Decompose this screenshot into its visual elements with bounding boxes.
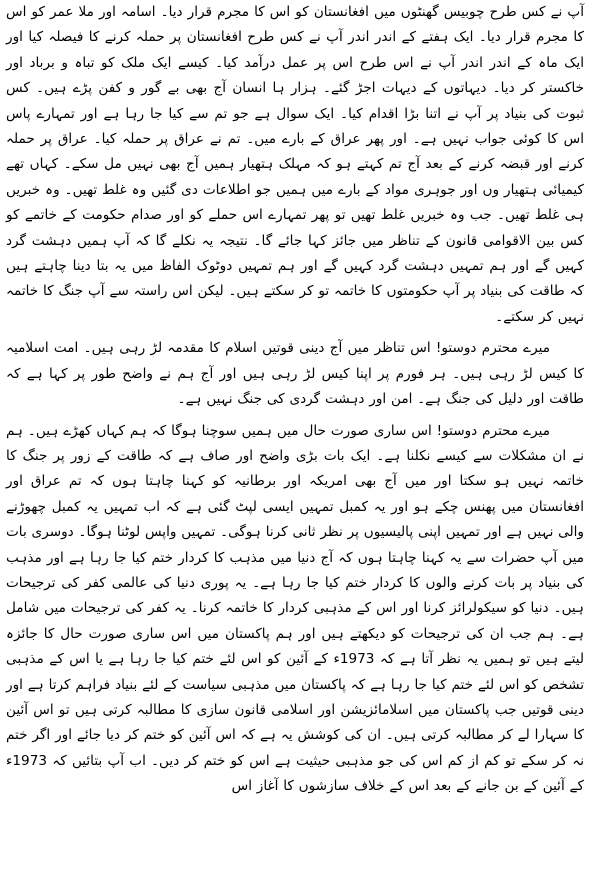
- paragraph-1: آپ نے کس طرح چوبیس گھنٹوں میں افغانستان کو اس کا مجرم قرار دیا۔ اسامہ اور ملا عمر کو اس کا مجرم قرار دیا۔ ایک ہفتے کے اندر اندر آپ نے کس طرح افغانستان پر حملہ کرنے کا فیصلہ کیا اور ایک ماہ کے اندر اندر آپ نے اس طرح اس پر عمل درآمد کیا۔ کیسے ایک ملک کو تباہ و برباد اور خاکستر کر دیا۔ دیہاتوں کے دیہات اجڑ گئے۔ ہزار ہا انسان آج بھی بے گور و کفن پڑے ہیں۔ کس ثبوت کی بنیاد پر آپ نے اتنا بڑا اقدام کیا۔ ایک سوال ہے جو تم سے کیا جا رہا ہے اور تمہارے پاس اس کا کوئی جواب نہیں ہے۔ اور پھر عراق کے بارے میں۔ تم نے عراق پر حملہ کیا۔ عراق پر حملہ کرنے اور قبضہ کرنے کے بعد آج تم کہتے ہو کہ مہلک ہتھیار ہمیں آج بھی نہیں مل سکے۔ کہاں تھے کیمیائی ہتھیار وں اور جوہری مواد کے بارے میں ہمیں جو اطلاعات دی گئیں وہ غلط تھیں۔ وہ خبریں ہی غلط تھیں۔ جب وہ خبریں غلط تھیں تو پھر تمہارے اس حملے کو اور صدام حکومت کے خاتمے کو کس بین الاقوامی قانون کے تناظر میں جائز کہا جائے گا۔ نتیجہ یہ نکلے گا کہ آپ ہمیں دہشت گرد کہیں گے اور ہم تمہیں دہشت گرد کہیں گے اور ہم تمہیں دوٹوک الفاظ میں یہ بتا دینا چاہتے ہیں کہ طاقت کی بنیاد پر آپ حکومتوں کا خاتمہ تو کر سکتے ہیں۔ لیکن اس راستہ سے آپ جنگ کا خاتمہ نہیں کر سکتے۔: [6, 4, 584, 325]
- paragraph-3: میرے محترم دوستو! اس ساری صورت حال میں ہمیں سوچنا ہوگا کہ ہم کہاں کھڑے ہیں۔ ہم نے ان مشکلات سے کیسے نکلنا ہے۔ ایک بات بڑی واضح اور صاف ہے کہ طاقت کے زور پر جنگ کا خاتمہ نہیں ہو سکتا اور میں آج بھی امریکہ اور برطانیہ کو کہنا چاہتا ہوں کہ تم عراق اور افغانستان میں پھنس چکے ہو اور یہ کمبل تمہیں ایسی لپٹ گئی ہے کہ اب تمہیں یہ کمبل چھوڑنے والی نہیں ہے اور تمہیں اپنی پالیسیوں پر نظر ثانی کرنا ہوگی۔ تمہیں واپس لوٹنا ہوگا۔ دوسری بات میں آپ حضرات سے یہ کہنا چاہتا ہوں کہ آج دنیا میں مذہب کا کردار ختم کیا جا رہا ہے اور مذہب کی بنیاد پر بات کرنے والوں کا کردار ختم کیا جا رہا ہے۔ یہ پوری دنیا کی عالمی کفر کی ترجیحات ہیں۔ دنیا کو سیکولرائز کرنا اور اس کے مذہبی کردار کا خاتمہ کرنا۔ یہ کفر کی ترجیحات میں شامل ہے۔ ہم جب ان کی ترجیحات کو دیکھتے ہیں اور ہم پاکستان میں اس ساری صورت حال کا جائزہ لیتے ہیں تو ہمیں یہ نظر آتا ہے کہ 1973ء کے آئین کو اس لئے ختم کیا جا رہا ہے یا اس کے مذہبی تشخص کو اس لئے ختم کیا جا رہا ہے کہ پاکستان میں مذہبی سیاست کے لئے بنیاد فراہم کرتا ہے اور دینی قوتیں جب پاکستان میں اسلامائزیشن اور اسلامی قانون سازی کا مطالبہ کرتی ہیں تو اس آئین کا سہارا لے کر مطالبہ کرتی ہیں۔ ان کی کوشش یہ ہے کہ اس آئین کو ختم کر دیا جائے اور اگر ختم نہ کر سکے تو کم از کم اس کی جو مذہبی حیثیت ہے اس کو ختم کر دیں۔ اب آپ بتائیں کہ 1973ء کے آئین کے بن جانے کے بعد اس کے خلاف سازشوں کا آغاز اس: [6, 422, 584, 795]
- paragraph-2: میرے محترم دوستو! اس تناظر میں آج دینی قوتیں اسلام کا مقدمہ لڑ رہی ہیں۔ امت اسلامیہ کا کیس لڑ رہی ہیں۔ ہر فورم پر اپنا کیس لڑ رہی ہیں اور آج ہم نے واضح طور پر کہا ہے کہ طاقت اور دلیل کی جنگ ہے۔ امن اور دہشت گردی کی جنگ نہیں ہے۔: [6, 340, 584, 408]
